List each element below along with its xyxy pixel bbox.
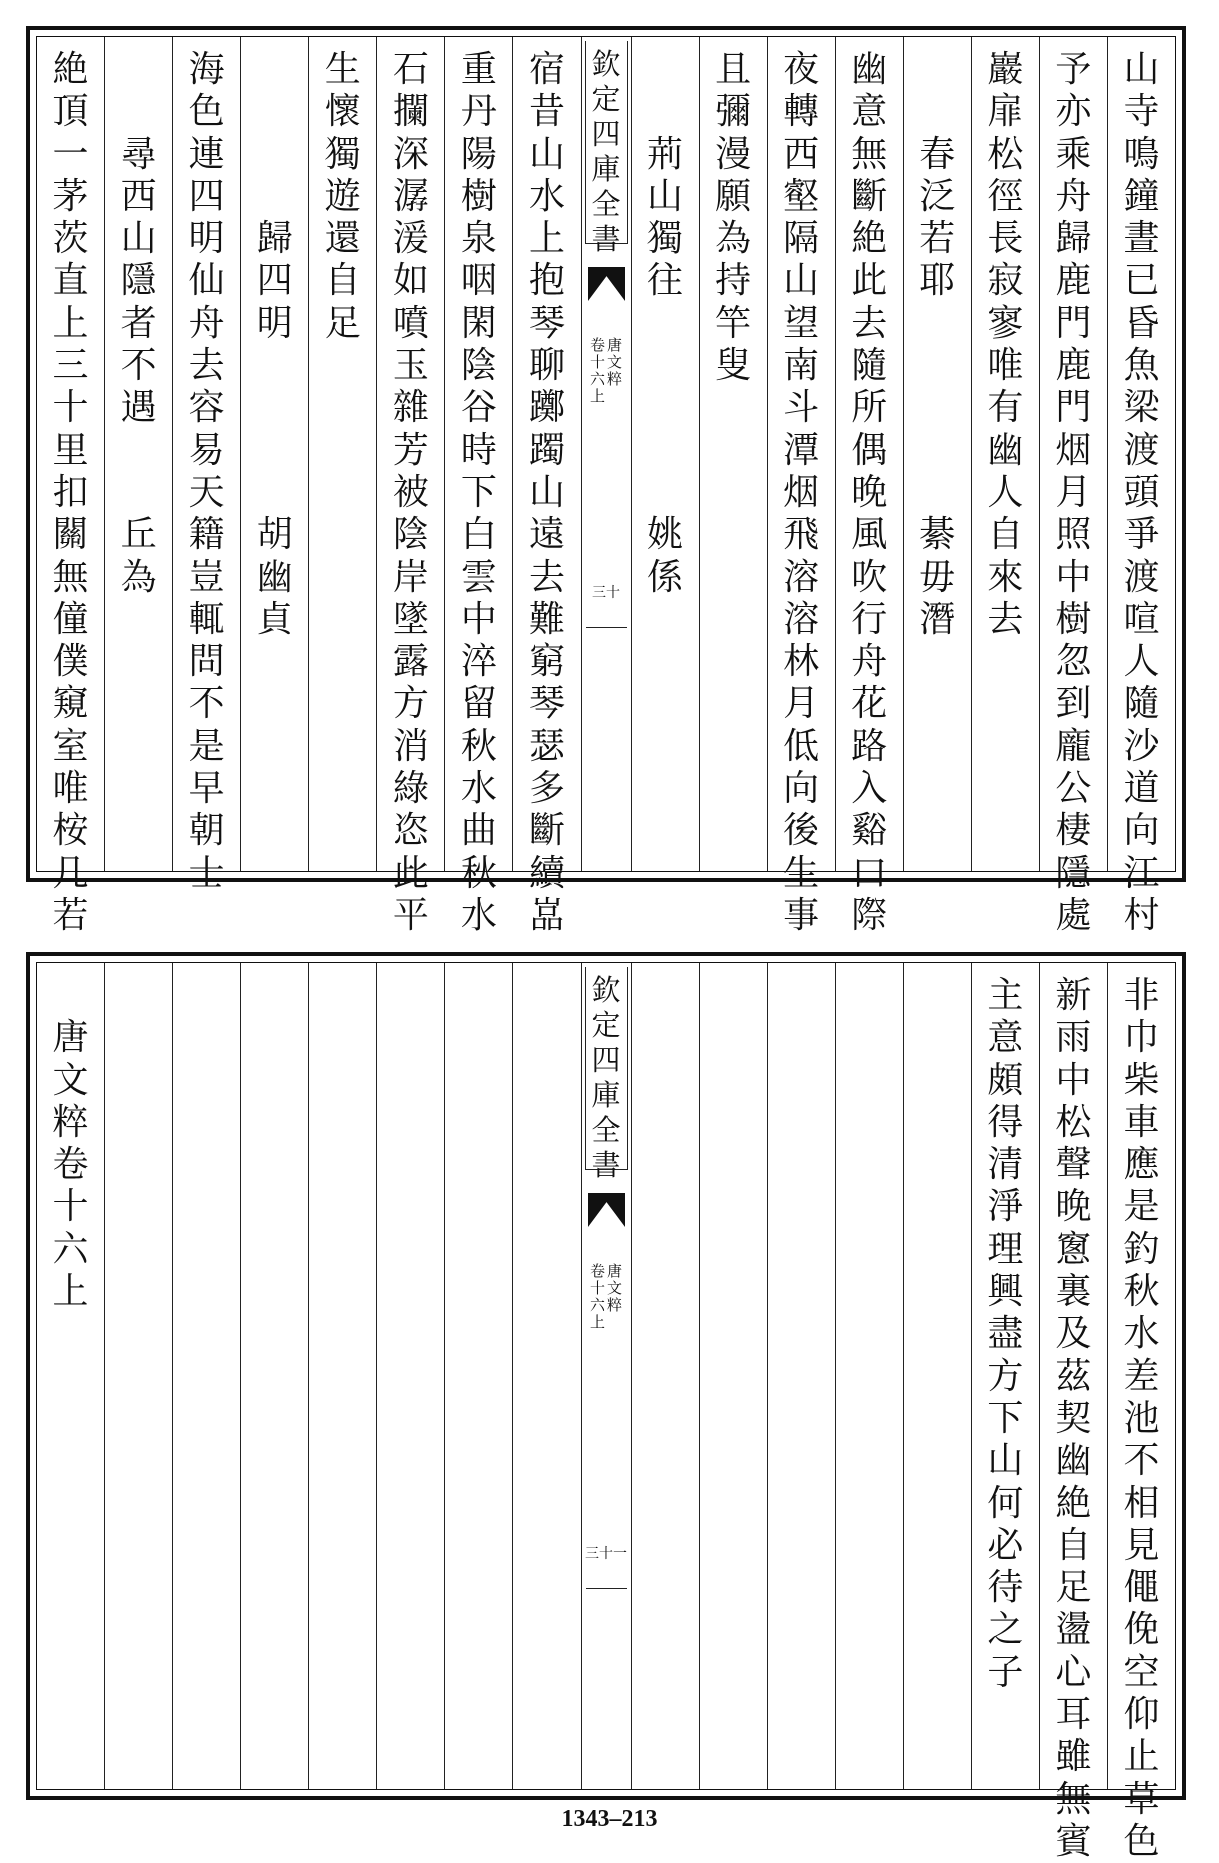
- text-column: [512, 963, 580, 1789]
- text-column: [1107, 963, 1175, 1862]
- text-column: [835, 37, 903, 936]
- text-column: [308, 963, 376, 1789]
- poem-author: 丘 為: [120, 514, 157, 598]
- center-rule: [586, 627, 627, 628]
- text-column: [512, 37, 580, 936]
- fish-tail-mark-icon: [588, 267, 625, 301]
- poem-line: 新 雨 中 松 聲 晚 窻 裏 及 茲 契 幽 絶 自 足 盪 心 耳 雖 無 賓: [1055, 975, 1092, 1862]
- poem-line: 非 巾 柴 車 應 是 釣 秋 水 差 池 不 相 見 僶 俛 空 仰 止 草 色: [1123, 975, 1160, 1862]
- poem-line: 生 懷 獨 遊 還 自 足: [324, 49, 361, 344]
- text-column: [376, 963, 444, 1789]
- text-column: [699, 963, 767, 1789]
- poem-line: 唐 文 粹 卷 十 六 上: [52, 1017, 89, 1313]
- upper-page: [26, 26, 1186, 936]
- center-title: 欽 定 四 庫 全 書: [591, 47, 621, 256]
- leaf-number: 三十一: [585, 1546, 627, 1562]
- center-fold-column: [581, 37, 631, 871]
- poem-line: 主 意 頗 得 清 淨 理 興 盡 方 下 山 何 必 待 之 子: [987, 975, 1024, 1693]
- text-column: [767, 37, 835, 936]
- text-column: [172, 37, 240, 894]
- text-column: [308, 37, 376, 871]
- center-fold-column: [581, 963, 631, 1789]
- page-number: 1343–213: [561, 1806, 658, 1832]
- text-column: [37, 37, 104, 936]
- text-column: [1039, 963, 1107, 1862]
- poem-author: 姚 係: [647, 514, 684, 598]
- poem-title: 尋 西 山 隱 者 不 遇: [120, 133, 157, 429]
- poem-line: 山 寺 鳴 鐘 晝 已 昏 魚 梁 渡 頭 爭 渡 喧 人 隨 沙 道 向 江 村: [1123, 49, 1160, 936]
- poem-title: 荊 山 獨 往: [647, 133, 684, 302]
- text-column: [104, 37, 172, 871]
- text-column: [631, 37, 699, 871]
- upper-page-columns: [36, 36, 1176, 936]
- text-column: [903, 37, 971, 871]
- poem-line: 巖 扉 松 徑 長 寂 寥 唯 有 幽 人 自 來 去: [987, 49, 1024, 640]
- center-juan: 卷 十 六 上: [589, 336, 605, 405]
- poem-line: 海 色 連 四 明 仙 舟 去 容 易 天 籍 豈 輒 問 不 是 早 朝 士: [188, 49, 225, 894]
- text-column: [444, 963, 512, 1789]
- text-column: [1039, 37, 1107, 936]
- poem-line: 石 攔 深 潺 湲 如 噴 玉 雜 芳 被 陰 岸 墜 露 方 消 綠 恣 此 平: [392, 49, 429, 936]
- fish-tail-mark-icon: [588, 1193, 625, 1227]
- center-title: 欽 定 四 庫 全 書: [591, 973, 621, 1182]
- text-column: [631, 963, 699, 1789]
- poem-title: 歸 四 明: [256, 218, 293, 344]
- poem-line: 予 亦 乘 舟 歸 鹿 門 鹿 門 烟 月 照 中 樹 忽 到 龐 公 棲 隱 處: [1055, 49, 1092, 936]
- text-column: [37, 963, 104, 1789]
- text-column: [767, 963, 835, 1789]
- center-book-name: 唐 文 粹: [607, 336, 623, 388]
- center-juan: 卷 十 六 上: [589, 1262, 605, 1331]
- text-column: [971, 37, 1039, 871]
- text-column: [240, 963, 308, 1789]
- text-column: [444, 37, 512, 936]
- leaf-number: 三十: [592, 585, 620, 601]
- poem-line: 且 彌 漫 願 為 持 竿 叟: [715, 49, 752, 387]
- text-column: [172, 963, 240, 1789]
- poem-line: 幽 意 無 斷 絶 此 去 隨 所 偶 晚 風 吹 行 舟 花 路 入 谿 口 際: [851, 49, 888, 936]
- text-column: [104, 963, 172, 1789]
- poem-line: 宿 昔 山 水 上 抱 琴 聊 躑 躅 山 遠 去 難 窮 琴 瑟 多 斷 續 嵓: [528, 49, 565, 936]
- center-rule: [586, 1588, 627, 1589]
- poem-author: 胡 幽 貞: [256, 514, 293, 640]
- text-column: [903, 963, 971, 1789]
- text-column: [971, 963, 1039, 1789]
- poem-line: 絶 頂 一 茅 茨 直 上 三 十 里 扣 關 無 僮 僕 窺 室 唯 桉 几 若: [52, 49, 89, 936]
- center-book-info: [582, 1263, 631, 1331]
- text-column: [1107, 37, 1175, 936]
- center-book-info: [582, 337, 631, 405]
- poem-author: 綦 毋 潛: [919, 514, 956, 640]
- text-column: [240, 37, 308, 871]
- poem-line: 重 丹 陽 樹 泉 咽 閑 陰 谷 時 下 白 雲 中 淬 留 秋 水 曲 秋 水: [460, 49, 497, 936]
- poem-line: 夜 轉 西 壑 隔 山 望 南 斗 潭 烟 飛 溶 溶 林 月 低 向 後 生 事: [783, 49, 820, 936]
- text-column: [699, 37, 767, 871]
- poem-title: 春 泛 若 耶: [919, 133, 956, 302]
- text-column: [835, 963, 903, 1789]
- text-column: [376, 37, 444, 936]
- center-book-name: 唐 文 粹: [607, 1262, 623, 1314]
